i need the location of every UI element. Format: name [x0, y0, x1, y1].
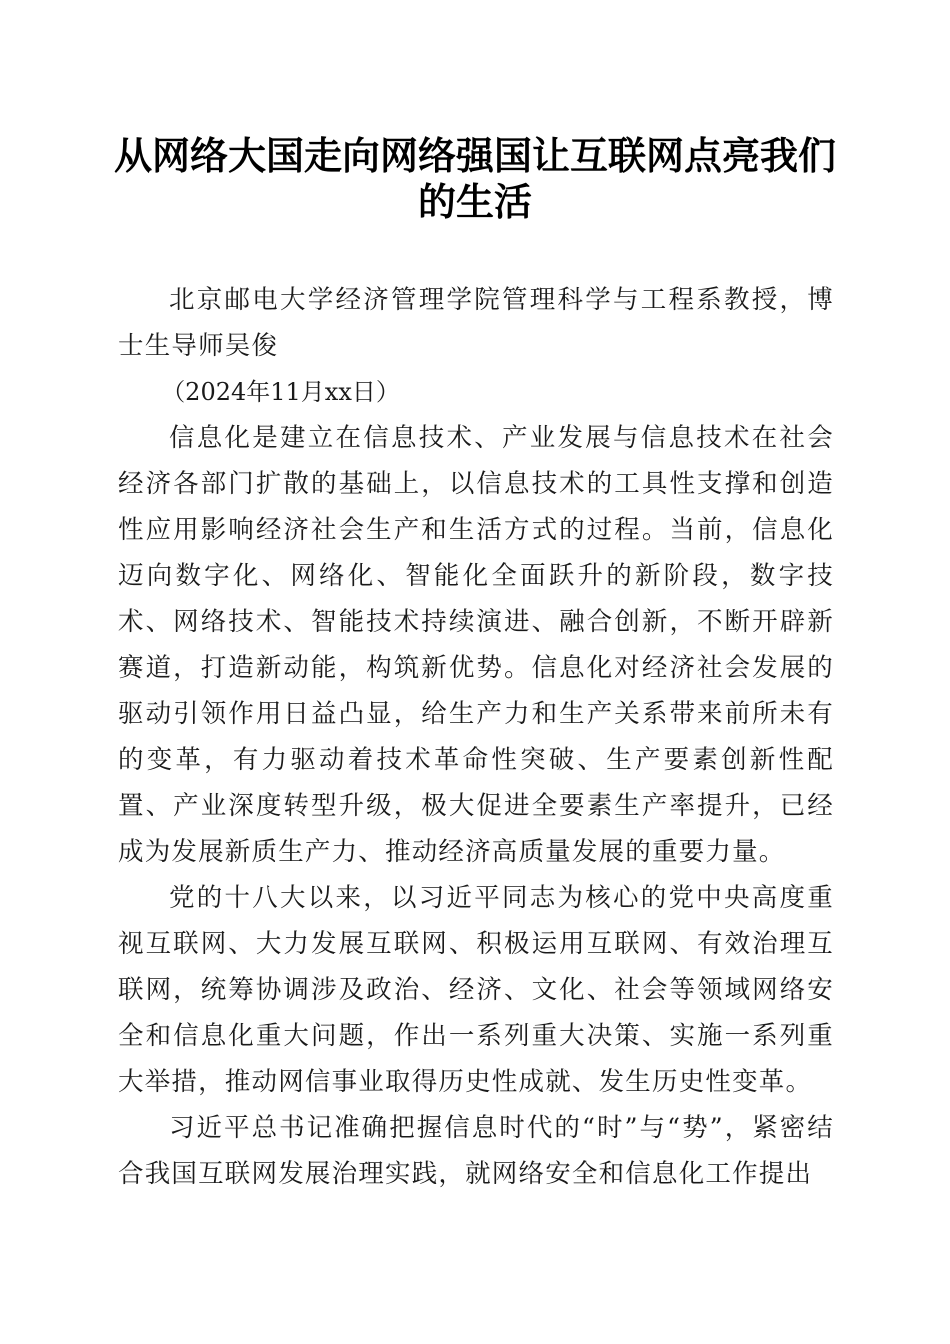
author-line: 北京邮电大学经济管理学院管理科学与工程系教授，博士生导师吴俊: [118, 285, 834, 361]
date-line: （2024年11月xx日）: [161, 378, 400, 406]
document-body: [118, 277, 834, 1197]
paragraph-2: 党的十八大以来，以习近平同志为核心的党中央高度重视互联网、大力发展互联网、积极运用互联网、有效治理互联网，统筹协调涉及政治、经济、文化、社会等领域网络安全和信息化重大问题，作出一系列重大决策、实施一系列重大举措，推动网信事业取得历史性成就、发生历史性变革。: [118, 883, 834, 1097]
paragraph-3: 习近平总书记准确把握信息时代的“时”与“势”，紧密结合我国互联网发展治理实践，就网络安全和信息化工作提出: [118, 1113, 834, 1189]
paragraph-1: 信息化是建立在信息技术、产业发展与信息技术在社会经济各部门扩散的基础上，以信息技术的工具性支撑和创造性应用影响经济社会生产和生活方式的过程。当前，信息化迈向数字化、网络化、智能化全面跃升的新阶段，数字技术、网络技术、智能技术持续演进、融合创新，不断开辟新赛道，打造新动能，构筑新优势。信息化对经济社会发展的驱动引领作用日益凸显，给生产力和生产关系带来前所未有的变革，有力驱动着技术革命性突破、生产要素创新性配置、产业深度转型升级，极大促进全要素生产率提升，已经成为发展新质生产力、推动经济高质量发展的重要力量。: [118, 423, 834, 867]
document-title: 从网络大国走向网络强国让互联网点亮我们的生活: [113, 133, 836, 224]
